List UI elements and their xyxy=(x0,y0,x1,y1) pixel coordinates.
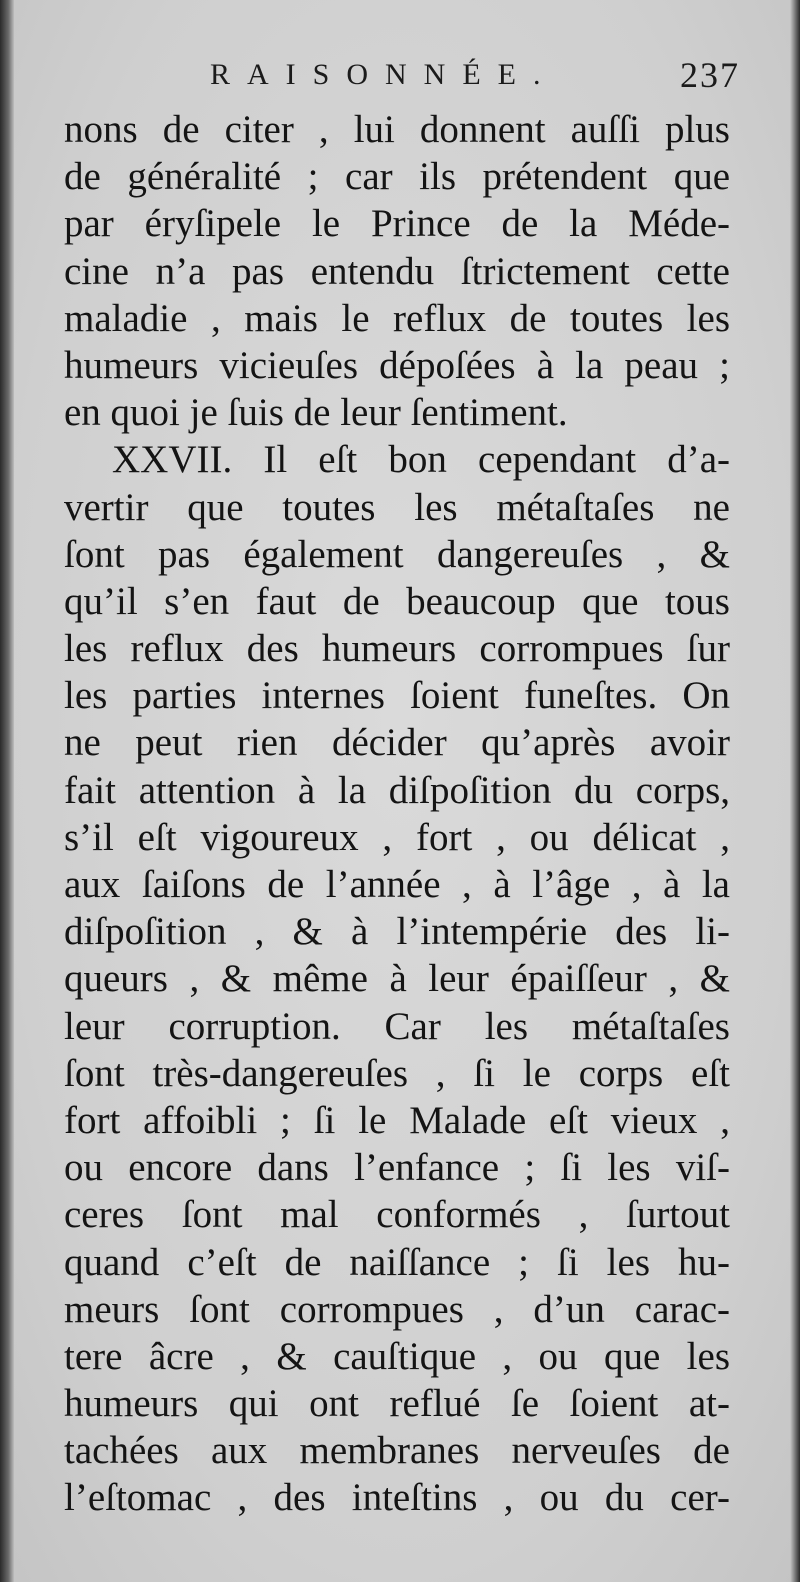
text-line: tachées aux membranes nerveuſes de xyxy=(64,1429,730,1473)
text-line: leur corruption. Car les métaſtaſes xyxy=(64,1004,730,1048)
running-head xyxy=(60,55,740,98)
text-line: fort affoibli ; ſi le Malade eſt vieux , xyxy=(64,1098,730,1142)
text-line: ne peut rien décider qu’après avoir xyxy=(64,721,730,765)
text-line: nons de citer , lui donnent auſſi plus xyxy=(64,108,730,151)
page-number: 237 xyxy=(680,55,740,95)
text-line: fait attention à la diſpoſition du corps, xyxy=(64,768,730,812)
text-line: diſpoſition , & à l’intempérie des li- xyxy=(64,910,730,954)
text-line: ceres ſont mal conformés , ſurtout xyxy=(64,1193,730,1237)
page-right-edge-shadow xyxy=(790,0,800,1582)
text-line: vertir que toutes les métaſtaſes ne xyxy=(64,485,730,529)
text-line: maladie , mais le reflux de toutes les xyxy=(64,296,730,340)
running-head-title: RAISONNÉE. xyxy=(210,58,558,91)
text-line: aux ſaiſons de l’année , à l’âge , à la xyxy=(64,863,730,906)
text-line: s’il eſt vigoureux , fort , ou délicat , xyxy=(64,815,730,859)
text-line: de généralité ; car ils prétendent que xyxy=(64,155,730,199)
text-line: qu’il s’en faut de beaucoup que tous xyxy=(64,579,730,623)
text-line: meurs ſont corrompues , d’un carac- xyxy=(64,1287,730,1331)
text-line: ou encore dans l’enfance ; ſi les viſ- xyxy=(64,1146,730,1190)
text-line: queurs , & même à leur épaiſſeur , & xyxy=(64,957,730,1001)
text-line: tere âcre , & cauſtique , ou que les xyxy=(64,1334,730,1378)
text-line: ſont très-dangereuſes , ſi le corps eſt xyxy=(64,1051,730,1095)
text-line: humeurs vicieuſes dépoſées à la peau ; xyxy=(64,343,730,387)
text-line: ſont pas également dangereuſes , & xyxy=(64,532,730,576)
text-line: cine n’a pas entendu ſtrictement cette xyxy=(64,249,730,293)
text-line: par éryſipele le Prince de la Méde- xyxy=(64,202,730,246)
text-line: les reflux des humeurs corrompues ſur xyxy=(64,627,730,671)
page-left-edge-shadow xyxy=(0,0,14,1582)
text-line: quand c’eſt de naiſſance ; ſi les hu- xyxy=(64,1240,730,1284)
body-text xyxy=(64,106,730,1522)
text-line: les parties internes ſoient funeſtes. On xyxy=(64,674,730,718)
text-line: l’eſtomac , des inteſtins , ou du cer- xyxy=(64,1476,730,1520)
text-line: en quoi je ſuis de leur ſentiment. xyxy=(64,391,568,435)
text-line: humeurs qui ont reflué ſe ſoient at- xyxy=(64,1382,730,1426)
text-line: XXVII. Il eſt bon cependant d’a- xyxy=(112,438,730,482)
